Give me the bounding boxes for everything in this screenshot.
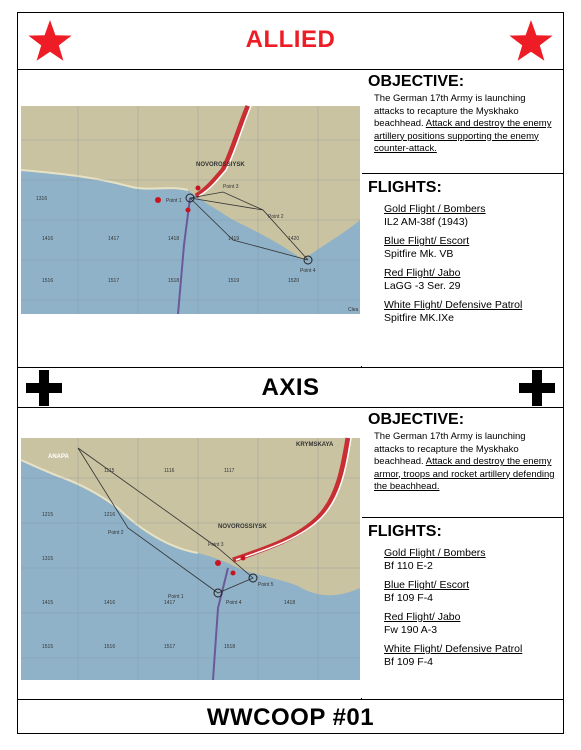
allied-map-grid-label: 1316 bbox=[36, 196, 48, 202]
allied-flights bbox=[362, 174, 563, 367]
allied-objective-title: OBJECTIVE: bbox=[368, 73, 465, 90]
axis-title: AXIS bbox=[261, 374, 320, 401]
axis-map-north-label: KRYMSKAYA bbox=[296, 442, 334, 448]
allied-map-grid-label: 1417 bbox=[108, 236, 120, 242]
axis-map-grid-label: 1417 bbox=[164, 600, 176, 606]
flight-name: Blue Flight/ Escort bbox=[384, 579, 470, 591]
axis-map-grid-label: 1518 bbox=[224, 644, 236, 650]
axis-map-grid-label: 1415 bbox=[42, 600, 54, 606]
flight-name: Red Flight/ Jabo bbox=[384, 267, 461, 279]
allied-objective-underlined: Attack and destroy the enemy artillery positions supporting the enemy counter-attack. bbox=[374, 118, 552, 154]
allied-flight-item bbox=[384, 235, 557, 261]
allied-objective-text bbox=[374, 93, 557, 156]
flight-name: Gold Flight / Bombers bbox=[384, 547, 486, 559]
allied-map-point-label: Point 2 bbox=[268, 214, 284, 220]
flight-name: White Flight/ Defensive Patrol bbox=[384, 299, 523, 311]
footer bbox=[18, 700, 563, 734]
flight-name: White Flight/ Defensive Patrol bbox=[384, 643, 523, 655]
allied-map-city: NOVOROSSIYSK bbox=[196, 162, 245, 168]
allied-title: ALLIED bbox=[245, 26, 336, 53]
axis-objective-underlined: Attack and destroy the enemy armor, troops and rocket artillery defending the beachhead. bbox=[374, 456, 555, 492]
allied-flight-item bbox=[384, 267, 557, 293]
allied-map-grid-label: 1519 bbox=[228, 278, 240, 284]
axis-info bbox=[362, 408, 563, 699]
allied-map-grid-label: 1420 bbox=[288, 236, 300, 242]
allied-map-grid-label: 1418 bbox=[168, 236, 180, 242]
balkenkreuz-icon bbox=[519, 370, 555, 406]
axis-map-grid-label: 1116 bbox=[164, 468, 175, 474]
axis-map-grid-label: 1416 bbox=[104, 600, 116, 606]
mission-briefing-sheet bbox=[17, 12, 564, 734]
allied-map-grid-label: 1419 bbox=[228, 236, 240, 242]
allied-map-corner-label: Clea bbox=[348, 307, 359, 313]
axis-flight-item bbox=[384, 643, 557, 669]
allied-map-grid-label: 1518 bbox=[168, 278, 180, 284]
allied-map-point-label: Point 1 bbox=[166, 198, 182, 204]
allied-objective bbox=[362, 70, 563, 174]
flight-aircraft: LaGG -3 Ser. 29 bbox=[384, 280, 461, 292]
axis-flight-item bbox=[384, 547, 557, 573]
flight-aircraft: Spitfire Mk. VB bbox=[384, 248, 454, 260]
red-star-icon bbox=[508, 19, 554, 65]
axis-map bbox=[18, 408, 362, 699]
flight-name: Red Flight/ Jabo bbox=[384, 611, 461, 623]
allied-flight-item bbox=[384, 203, 557, 229]
axis-objective-title: OBJECTIVE: bbox=[368, 411, 465, 428]
axis-objective bbox=[362, 408, 563, 518]
axis-objective-plain: The German 17th Army is launching attacks to recapture the Myskhako beachhead. bbox=[374, 431, 526, 467]
allied-map-grid-label: 1416 bbox=[42, 236, 54, 242]
axis-map-grid-label: 1215 bbox=[42, 512, 54, 518]
axis-header bbox=[18, 368, 563, 408]
allied-map-point-label: Point 3 bbox=[223, 184, 239, 190]
axis-map-point-label: Point 5 bbox=[258, 582, 274, 588]
axis-map-grid-label: 1418 bbox=[284, 600, 296, 606]
flight-aircraft: Bf 109 F-4 bbox=[384, 656, 434, 668]
flight-name: Gold Flight / Bombers bbox=[384, 203, 486, 215]
flight-name: Blue Flight/ Escort bbox=[384, 235, 470, 247]
allied-flight-item bbox=[384, 299, 557, 325]
axis-map-grid-label: 1216 bbox=[104, 512, 116, 518]
axis-map-point-label: Point 2 bbox=[108, 530, 124, 536]
flight-aircraft: Spitfire MK.IXe bbox=[384, 312, 455, 324]
axis-map-point-label: Point 3 bbox=[208, 542, 224, 548]
axis-map-grid-label: 1117 bbox=[224, 468, 235, 474]
axis-map-point-label: Point 4 bbox=[226, 600, 242, 606]
allied-flights-title: FLIGHTS: bbox=[368, 179, 442, 196]
flight-aircraft: Bf 110 E-2 bbox=[384, 560, 433, 572]
axis-flight-item bbox=[384, 579, 557, 605]
allied-map-grid-label: 1520 bbox=[288, 278, 300, 284]
axis-section bbox=[18, 408, 563, 700]
axis-map-grid-label: 1517 bbox=[164, 644, 176, 650]
allied-section bbox=[18, 70, 563, 368]
axis-objective-text bbox=[374, 431, 557, 494]
allied-map-grid-label: 1516 bbox=[42, 278, 54, 284]
axis-flight-item bbox=[384, 611, 557, 637]
allied-info bbox=[362, 70, 563, 367]
allied-map-point-label: Point 4 bbox=[300, 268, 316, 274]
axis-map-point-label: Point 1 bbox=[168, 594, 184, 600]
flight-aircraft: IL2 AM-38f (1943) bbox=[384, 216, 469, 228]
flight-aircraft: Bf 109 F-4 bbox=[384, 592, 434, 604]
allied-objective-plain: The German 17th Army is launching attacks to recapture the Myskhako beachhead. bbox=[374, 93, 526, 129]
footer-title: WWCOOP #01 bbox=[206, 704, 375, 731]
axis-map-grid-label: 1115 bbox=[104, 468, 115, 474]
allied-map-grid-label: 1517 bbox=[108, 278, 120, 284]
axis-map-city: NOVOROSSIYSK bbox=[218, 524, 267, 530]
axis-map-grid-label: 1516 bbox=[104, 644, 116, 650]
axis-flights bbox=[362, 518, 563, 699]
axis-map-west-label: ANAPA bbox=[48, 454, 69, 460]
axis-map-grid-label: 1515 bbox=[42, 644, 54, 650]
axis-map-grid-label: 1315 bbox=[42, 556, 54, 562]
flight-aircraft: Fw 190 A-3 bbox=[384, 624, 438, 636]
allied-map bbox=[18, 70, 362, 367]
allied-header bbox=[18, 13, 563, 70]
axis-flights-title: FLIGHTS: bbox=[368, 523, 442, 540]
